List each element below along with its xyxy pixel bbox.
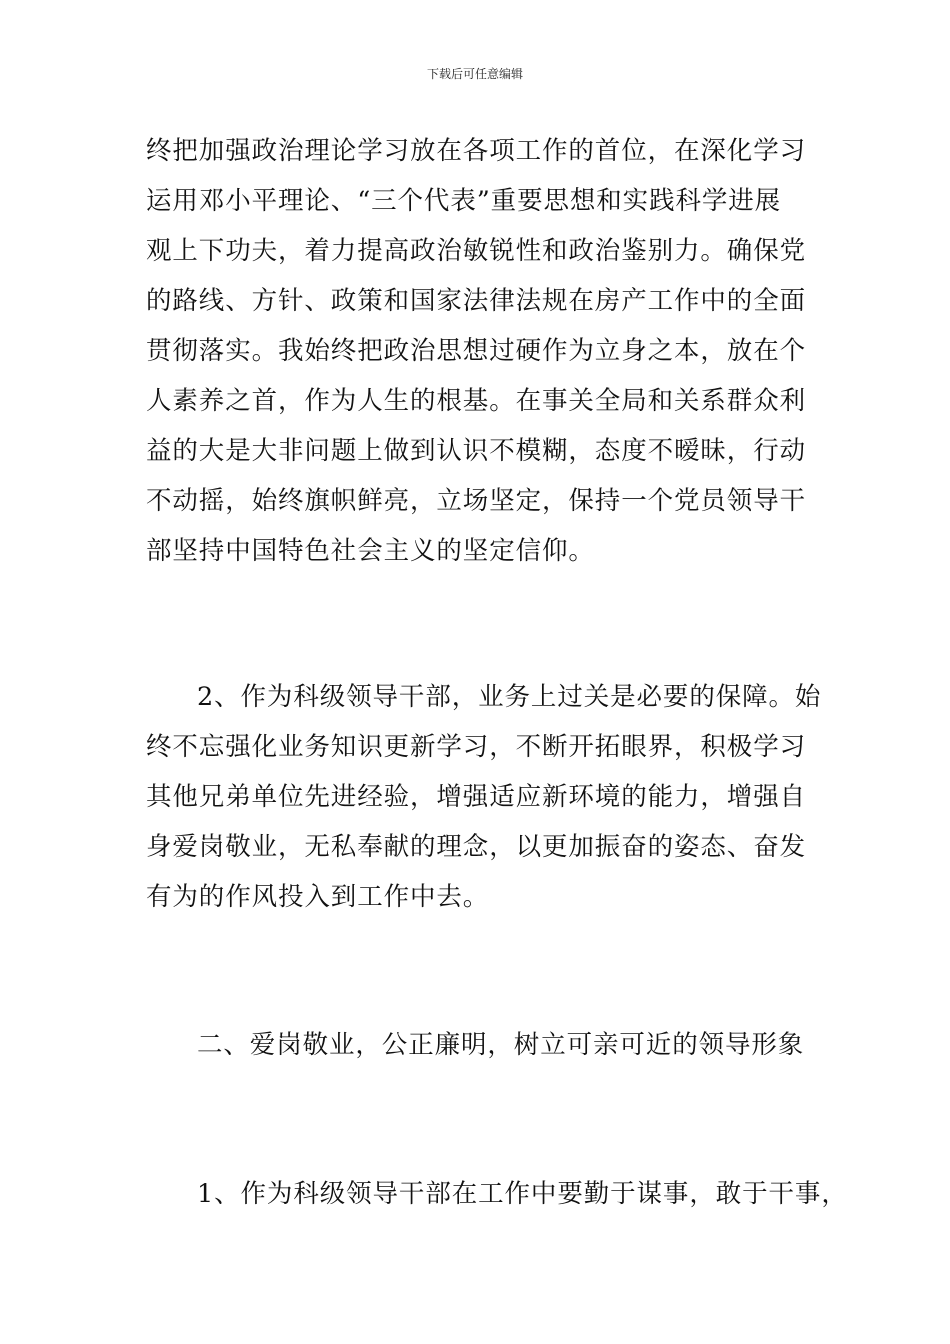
paragraph-line: 不动摇，始终旗帜鲜亮，立场坚定，保持一个党员领导干: [146, 486, 807, 516]
paragraph-line: 2、作为科级领导干部，业务上过关是必要的保障。始: [197, 682, 822, 712]
paragraph-line: 益的大是大非问题上做到认识不模糊，态度不暧昧，行动: [146, 436, 807, 466]
paragraph-business-learning: [146, 672, 822, 922]
paragraph-line: 身爱岗敬业，无私奉献的理念，以更加振奋的姿态、奋发: [146, 832, 807, 862]
paragraph-diligent-work: [146, 1169, 848, 1219]
heading-line: 二、爱岗敬业，公正廉明，树立可亲可近的领导形象: [197, 1030, 805, 1060]
paragraph-line: 终不忘强化业务知识更新学习，不断开拓眼界，积极学习: [146, 732, 807, 762]
paragraph-line: 贯彻落实。我始终把政治思想过硬作为立身之本，放在个: [146, 336, 807, 366]
paragraph-line: 有为的作风投入到工作中去。: [146, 882, 490, 912]
paragraph-political-study: [146, 126, 808, 576]
page-header: 下载后可任意编辑: [426, 67, 523, 81]
paragraph-line: 观上下功夫，着力提高政治敏锐性和政治鉴别力。确保党: [146, 236, 807, 266]
paragraph-line: 1、作为科级领导干部在工作中要勤于谋事，敢于干事，: [197, 1179, 848, 1209]
paragraph-line: 其他兄弟单位先进经验，增强适应新环境的能力，增强自: [146, 782, 807, 812]
paragraph-line: 的路线、方针、政策和国家法律法规在房产工作中的全面: [146, 286, 807, 316]
section-heading: [146, 1020, 808, 1070]
paragraph-line: 人素养之首，作为人生的根基。在事关全局和关系群众利: [146, 386, 807, 416]
paragraph-line: 运用邓小平理论、“三个代表”重要思想和实践科学进展: [146, 186, 782, 216]
paragraph-line: 终把加强政治理论学习放在各项工作的首位，在深化学习: [146, 136, 807, 166]
paragraph-line: 部坚持中国特色社会主义的坚定信仰。: [146, 536, 595, 566]
